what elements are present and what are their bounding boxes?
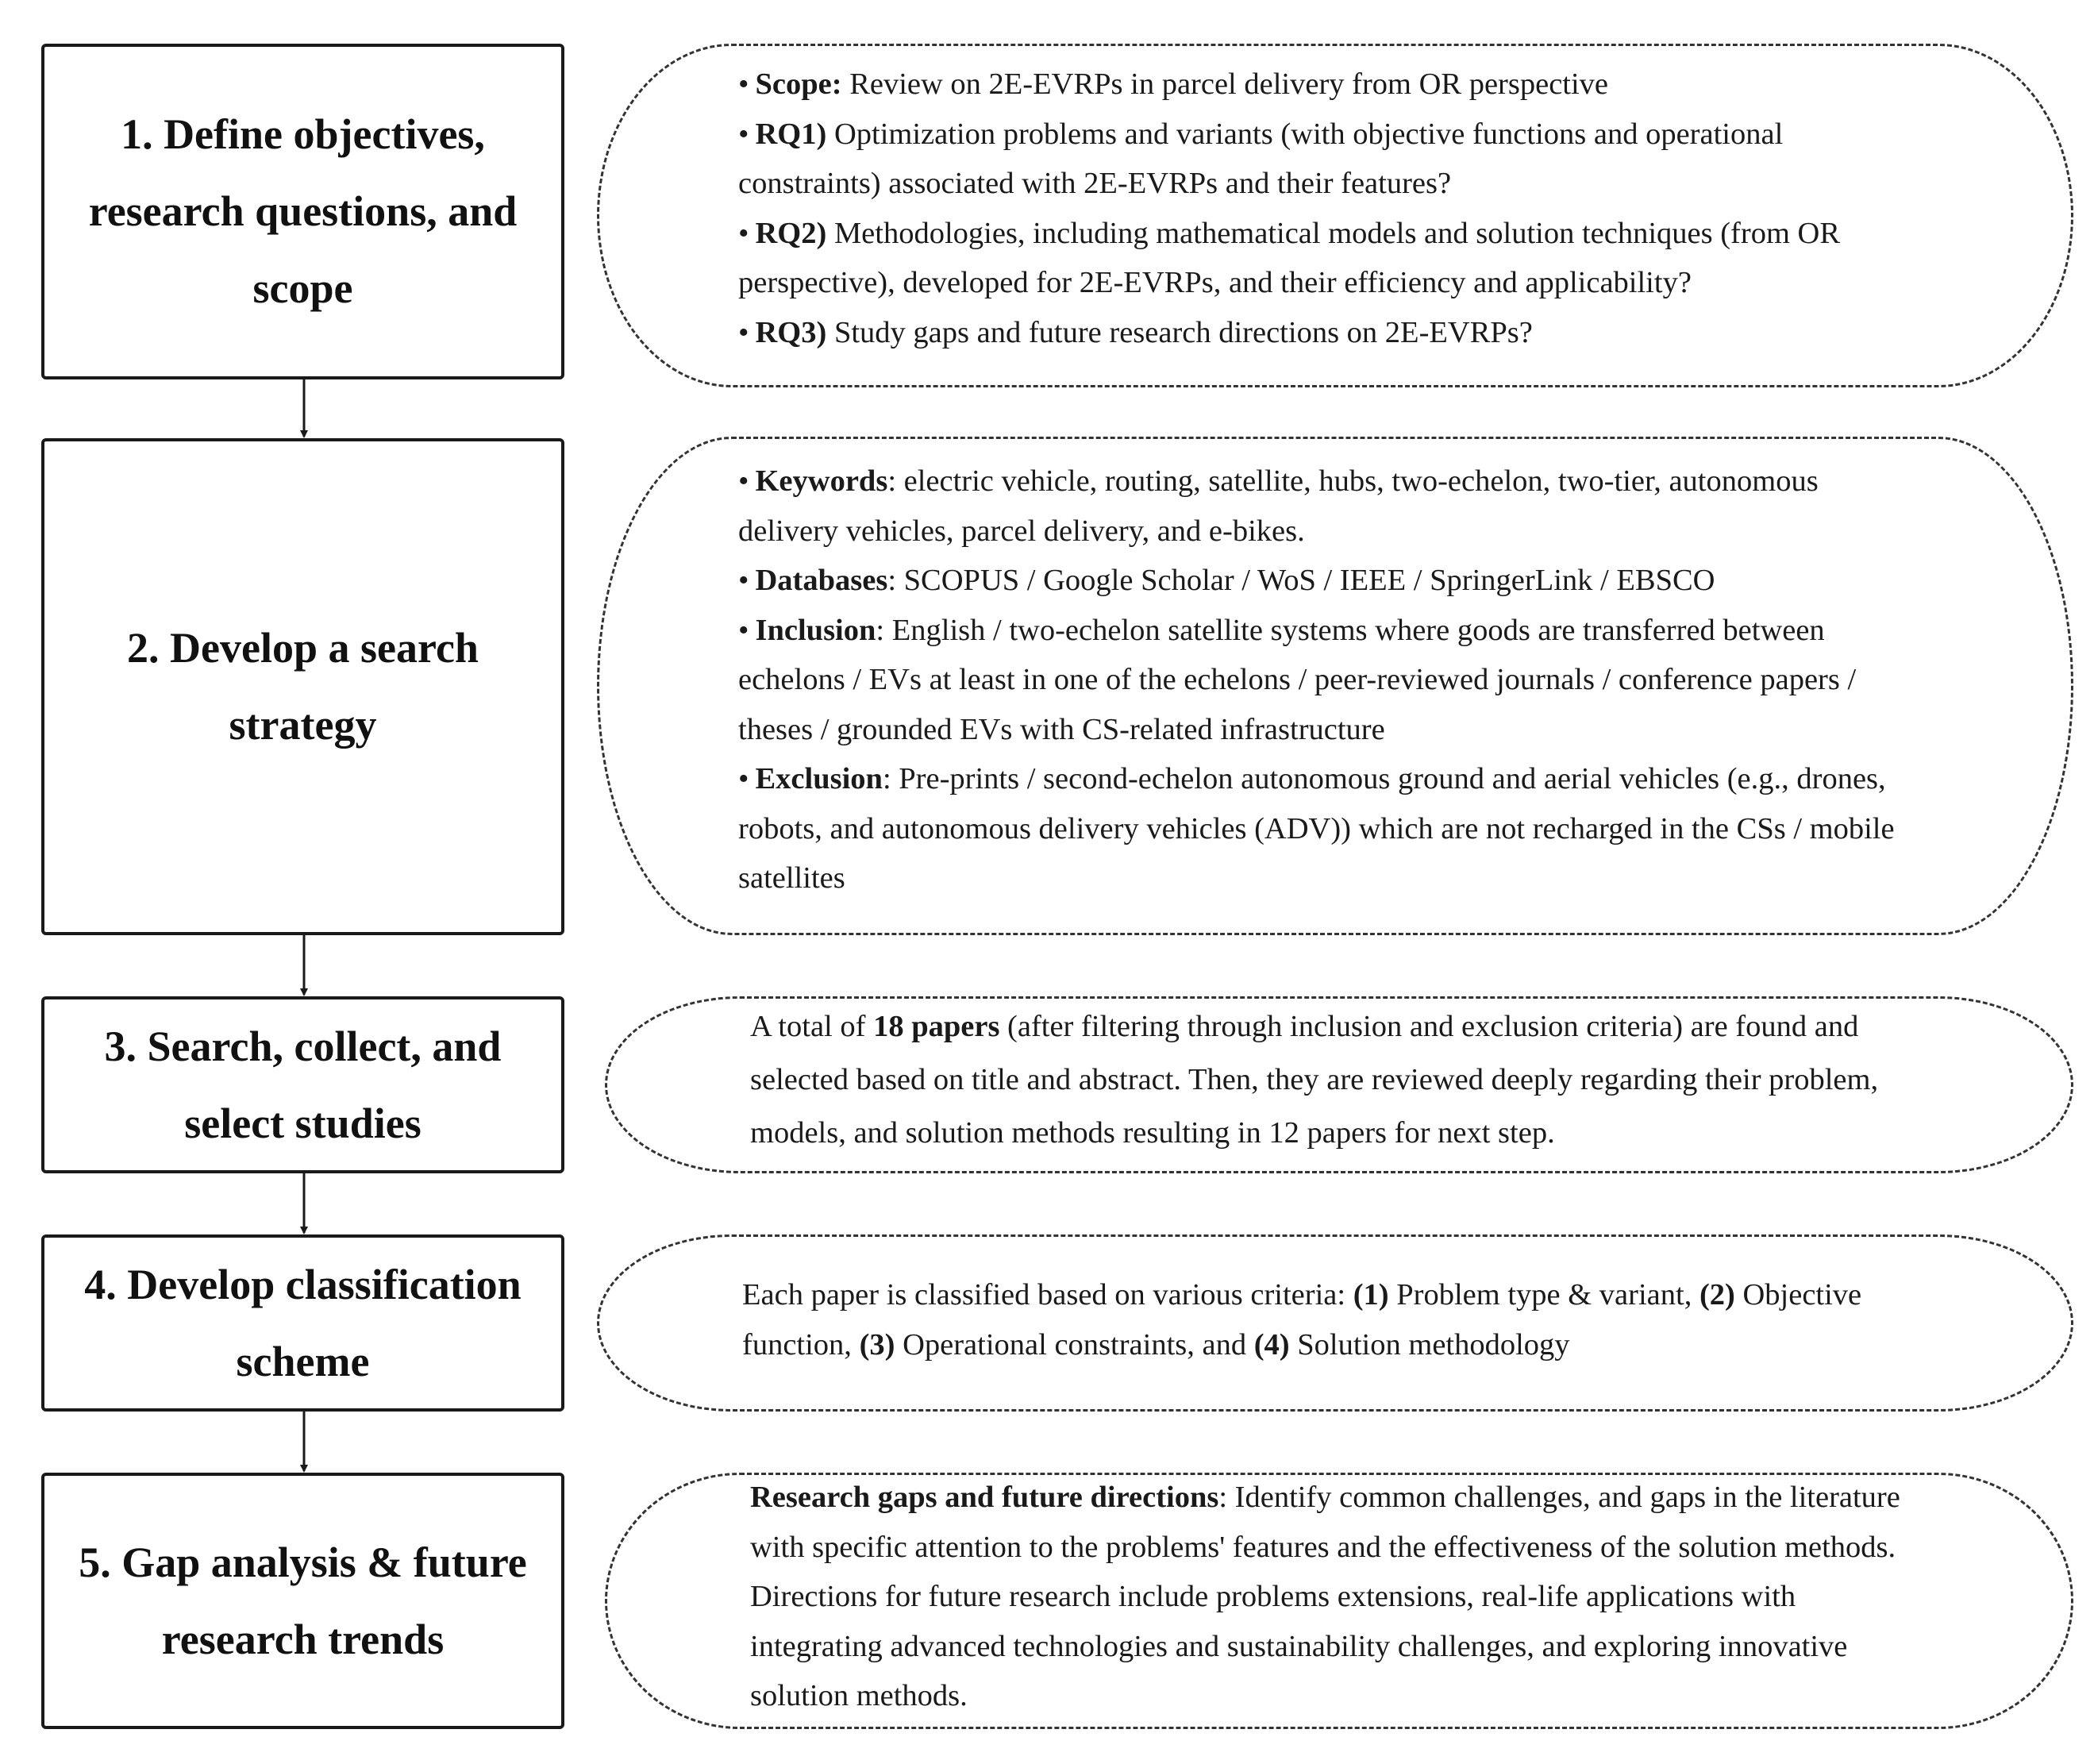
rq1-line: • RQ1) Optimization problems and variants (with objective functions and operational constraints) associated with 2E-EVRPs and their features? [738,117,1784,200]
databases-line: • Databases: SCOPUS / Google Scholar / WoS / IEEE / SpringerLink / EBSCO [738,564,1715,597]
step-box-3 [41,996,564,1173]
step-label: 5. Gap analysis & future research trends [79,1538,527,1663]
step-box-5 [41,1473,564,1729]
step-label: 3. Search, collect, and select studies [104,1022,502,1147]
rq2-line: • RQ2) Methodologies, including mathematical models and solution techniques (from OR perspective), developed for 2E-EVRPs, and their efficiency and applicability? [738,216,1840,299]
step-box-4 [41,1234,564,1412]
inclusion-line: • Inclusion: English / two-echelon satellite systems where goods are transferred between echelons / EVs at least in one of the echelons / peer-reviewed journals / conference papers / theses / grounded EVs with CS-related infrastructure [738,613,1857,746]
exclusion-line: • Exclusion: Pre-prints / second-echelon autonomous ground and aerial vehicles (e.g., drones, robots, and autonomous delivery vehicles (ADV)) which are not recharged in the CSs / mobile satellites [738,762,1895,895]
detail-text-4: Each paper is classified based on various criteria: (1) Problem type & variant, (2) Objective function, (3) Operational constraints, and (4) Solution methodology [742,1278,1862,1362]
step-box-2 [41,438,564,935]
scope-line: • Scope: Review on 2E-EVRPs in parcel delivery from OR perspective [738,67,1609,101]
detail-text-3: A total of 18 papers (after filtering through inclusion and exclusion criteria) are found and selected based on title and abstract. Then, they are reviewed deeply regarding their problem, models, and solution methods resulting in 12 papers for next step. [750,1010,1879,1150]
step-label: 1. Define objectives, research questions, and scope [88,110,518,312]
rq3-line: • RQ3) Study gaps and future research directions on 2E-EVRPs? [738,315,1533,349]
step-label: 4. Develop classification scheme [84,1260,522,1385]
detail-text-2 [738,456,1921,903]
keywords-line: • Keywords: electric vehicle, routing, satellite, hubs, two-echelon, two-tier, autonomous delivery vehicles, parcel delivery, and e-bikes. [738,464,1819,548]
step-label: 2. Develop a search strategy [127,624,479,749]
detail-text-5: Research gaps and future directions: Identify common challenges, and gaps in the literature with specific attention to the problems' features and the effectiveness of the solution methods. Directions for future research include problems extensions, real-life applications with integrating advanced technologies and sustainability challenges, and exploring innovative solution methods. [750,1481,1900,1712]
detail-text-1 [738,60,1929,357]
step-box-1 [41,44,564,379]
